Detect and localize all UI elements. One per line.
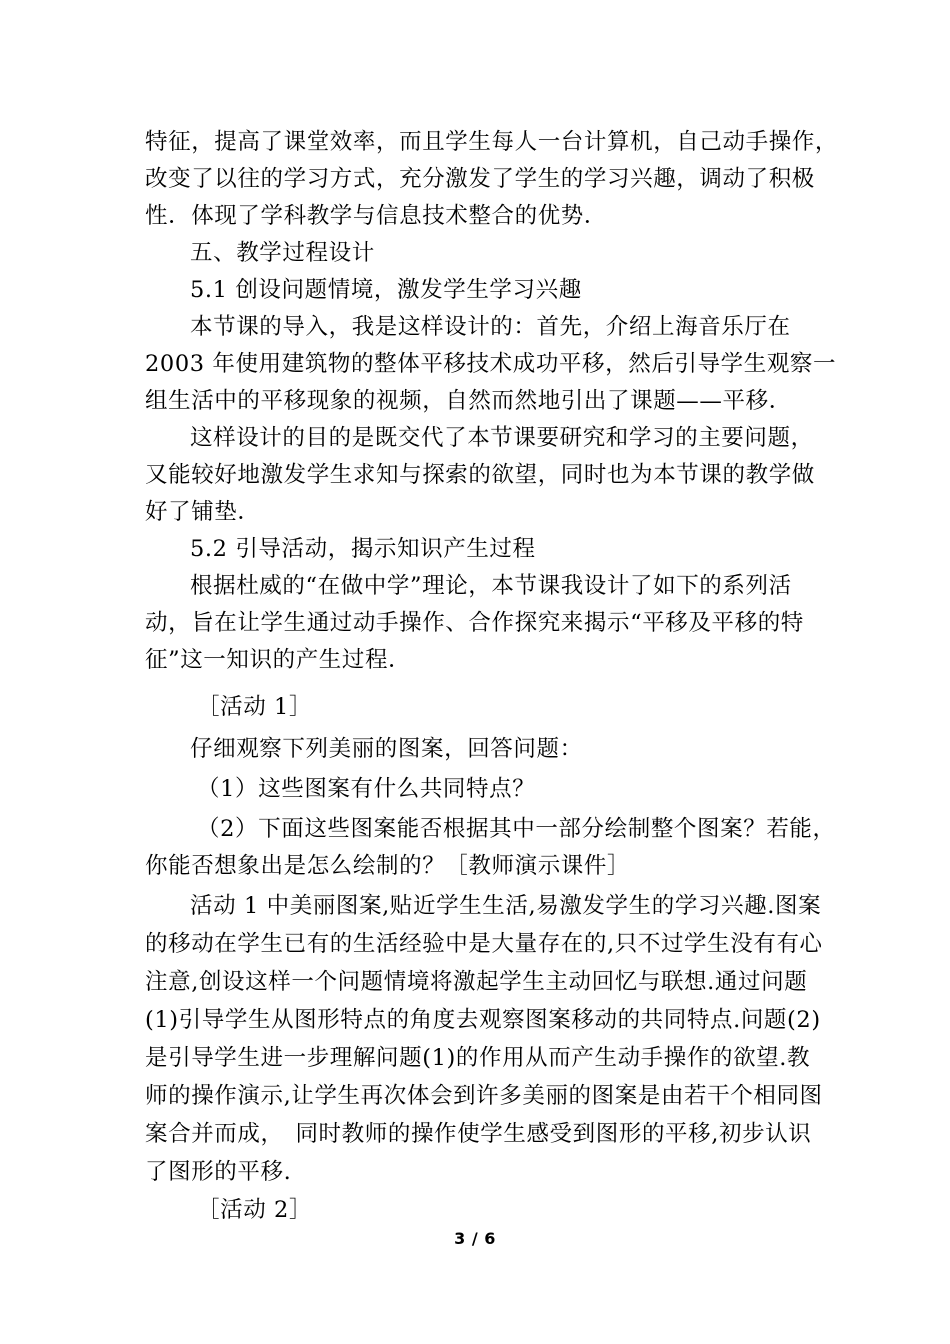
text-line: 是引导学生进一步理解问题(1)的作用从而产生动手操作的欲望.教 <box>145 1045 811 1071</box>
text-line: 注意,创设这样一个问题情境将激起学生主动回忆与联想.通过问题 <box>145 969 808 995</box>
text-line: 好了铺垫． <box>145 499 261 525</box>
text-line: 案合并而成， 同时教师的操作使学生感受到图形的平移,初步认识 <box>145 1121 812 1147</box>
text-line: 改变了以往的学习方式，充分激发了学生的学习兴趣，调动了积极 <box>145 166 815 192</box>
subsection-heading: 5.2 引导活动，揭示知识产生过程 <box>190 536 536 562</box>
activity-label: ［活动 1］ <box>197 694 313 720</box>
text-line: 征”这一知识的产生过程． <box>145 647 412 673</box>
text-line: 组生活中的平移现象的视频，自然而然地引出了课题——平移． <box>145 388 792 414</box>
text-line: 特征，提高了课堂效率，而且学生每人一台计算机，自己动手操作， <box>145 129 839 155</box>
text-line: 又能较好地激发学生求知与探索的欲望，同时也为本节课的教学做 <box>145 462 815 488</box>
question-item: （1）这些图案有什么共同特点？ <box>197 776 536 802</box>
text-line: (1)引导学生从图形特点的角度去观察图案移动的共同特点.问题(2) <box>145 1007 821 1033</box>
text-line: 的移动在学生已有的生活经验中是大量存在的,只不过学生没有有心 <box>145 931 823 957</box>
text-line: 活动 1 中美丽图案,贴近学生生活,易激发学生的学习兴趣.图案 <box>190 893 822 919</box>
text-line: 仔细观察下列美丽的图案，回答问题： <box>190 736 583 762</box>
text-line: 动，旨在让学生通过动手操作、合作探究来揭示“平移及平移的特 <box>145 610 804 636</box>
text-line: 本节课的导入，我是这样设计的：首先，介绍上海音乐厅在 <box>190 314 791 340</box>
page-number: 3 / 6 <box>454 1229 496 1248</box>
text-line: 师的操作演示,让学生再次体会到许多美丽的图案是由若干个相同图 <box>145 1083 823 1109</box>
text-line: 你能否想象出是怎么绘制的？［教师演示课件］ <box>145 853 631 879</box>
section-heading: 五、教学过程设计 <box>190 240 375 266</box>
text-line: 根据杜威的“在做中学”理论，本节课我设计了如下的系列活 <box>190 573 792 599</box>
text-line: 了图形的平移. <box>145 1159 292 1185</box>
text-line: 这样设计的目的是既交代了本节课要研究和学习的主要问题， <box>190 425 814 451</box>
activity-label: ［活动 2］ <box>197 1197 313 1223</box>
question-item: （2）下面这些图案能否根据其中一部分绘制整个图案？若能， <box>197 816 836 842</box>
text-line: 性．体现了学科教学与信息技术整合的优势． <box>145 203 608 229</box>
subsection-heading: 5.1 创设问题情境，激发学生学习兴趣 <box>190 277 582 303</box>
text-line: 2003 年使用建筑物的整体平移技术成功平移，然后引导学生观察一 <box>145 351 837 377</box>
